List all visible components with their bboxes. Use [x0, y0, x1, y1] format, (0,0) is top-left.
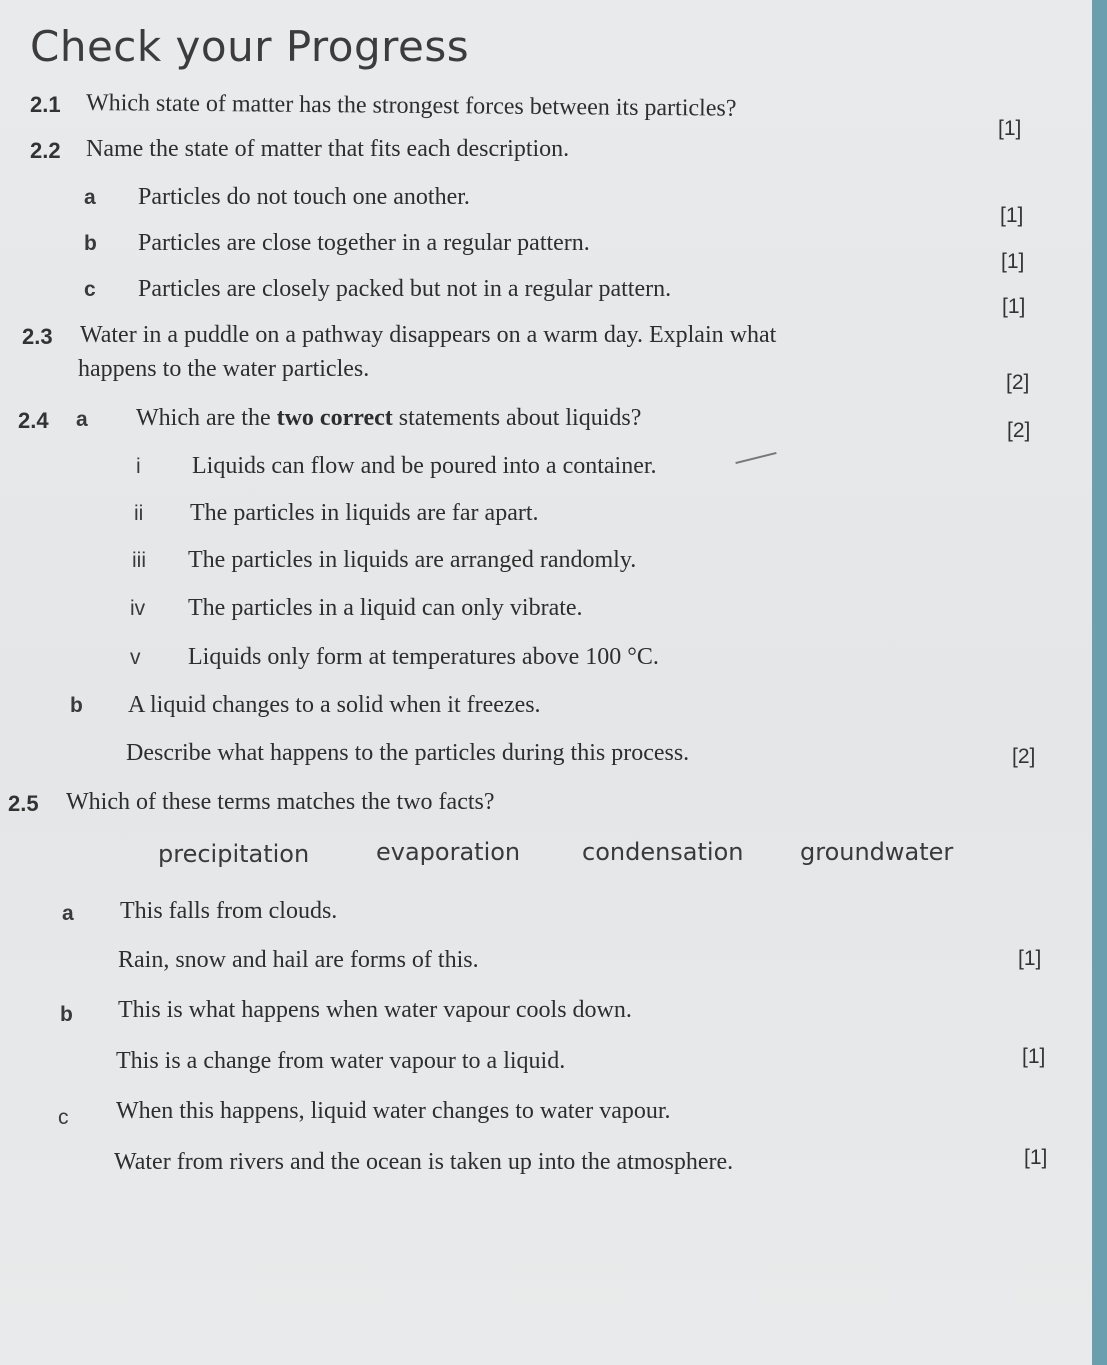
term-groundwater: groundwater	[800, 838, 954, 866]
part-label: b	[84, 232, 97, 255]
part-text-line-2: This is a change from water vapour to a liquid.	[116, 1048, 566, 1074]
question-number: 2.1	[30, 92, 61, 117]
part-text-line-2: Rain, snow and hail are forms of this.	[118, 947, 479, 973]
option-text: The particles in liquids are far apart.	[190, 500, 539, 526]
part-text-line-1: When this happens, liquid water changes to water vapour.	[116, 1098, 671, 1124]
part-label: a	[84, 186, 96, 209]
part-text-line-1: A liquid changes to a solid when it freezes.	[128, 692, 541, 718]
part-text: Which are the two correct statements about liquids?	[136, 405, 642, 431]
part-text-line-1: This falls from clouds.	[120, 898, 338, 924]
pen-tick-mark	[735, 452, 776, 464]
option-text: The particles in liquids are arranged randomly.	[188, 547, 637, 573]
option-label: i	[136, 455, 141, 478]
term-condensation: condensation	[582, 838, 744, 866]
mark-allocation: [1]	[1001, 250, 1025, 273]
option-text: The particles in a liquid can only vibrate.	[188, 595, 583, 621]
mark-allocation: [2]	[1012, 745, 1036, 768]
option-label: ii	[134, 502, 144, 525]
part-text: Particles are close together in a regular pattern.	[138, 230, 590, 256]
question-number: 2.3	[22, 324, 53, 349]
question-text: Which state of matter has the strongest forces between its particles?	[85, 90, 737, 122]
part-text-line-1: This is what happens when water vapour cools down.	[118, 997, 632, 1023]
part-label: c	[84, 278, 96, 301]
part-text-line-2: Water from rivers and the ocean is taken up into the atmosphere.	[114, 1149, 734, 1175]
question-number: 2.5	[8, 791, 39, 816]
part-label: c	[58, 1106, 69, 1129]
mark-allocation: [1]	[1018, 947, 1042, 970]
part-label: a	[76, 408, 88, 431]
term-evaporation: evaporation	[376, 838, 521, 866]
question-text-line-2: happens to the water particles.	[78, 356, 370, 382]
mark-allocation: [1]	[1002, 295, 1026, 318]
part-label: b	[70, 694, 83, 717]
question-text: Name the state of matter that fits each description.	[86, 136, 570, 162]
question-text-line-1: Water in a puddle on a pathway disappears on a warm day. Explain what	[80, 322, 777, 348]
question-number: 2.4	[18, 408, 49, 433]
part-text-line-2: Describe what happens to the particles during this process.	[126, 740, 690, 766]
mark-allocation: [1]	[1024, 1146, 1048, 1169]
term-precipitation: precipitation	[158, 840, 310, 868]
mark-allocation: [1]	[1022, 1045, 1046, 1068]
part-text: Particles are closely packed but not in a regular pattern.	[138, 276, 672, 302]
option-label: iv	[130, 597, 146, 620]
mark-allocation: [2]	[1006, 371, 1030, 394]
option-label: v	[130, 646, 141, 669]
option-label: iii	[132, 549, 146, 572]
page-title: Check your Progress	[30, 22, 470, 71]
question-number: 2.2	[30, 138, 61, 163]
mark-allocation: [1]	[1000, 204, 1024, 227]
mark-allocation: [2]	[1007, 419, 1031, 442]
question-text: Which of these terms matches the two facts?	[66, 789, 495, 815]
part-label: a	[62, 902, 74, 925]
part-label: b	[60, 1003, 73, 1026]
part-text: Particles do not touch one another.	[138, 184, 470, 210]
mark-allocation: [1]	[998, 117, 1022, 140]
option-text: Liquids can flow and be poured into a container.	[192, 453, 657, 479]
option-text: Liquids only form at temperatures above 100 °C.	[188, 644, 659, 670]
